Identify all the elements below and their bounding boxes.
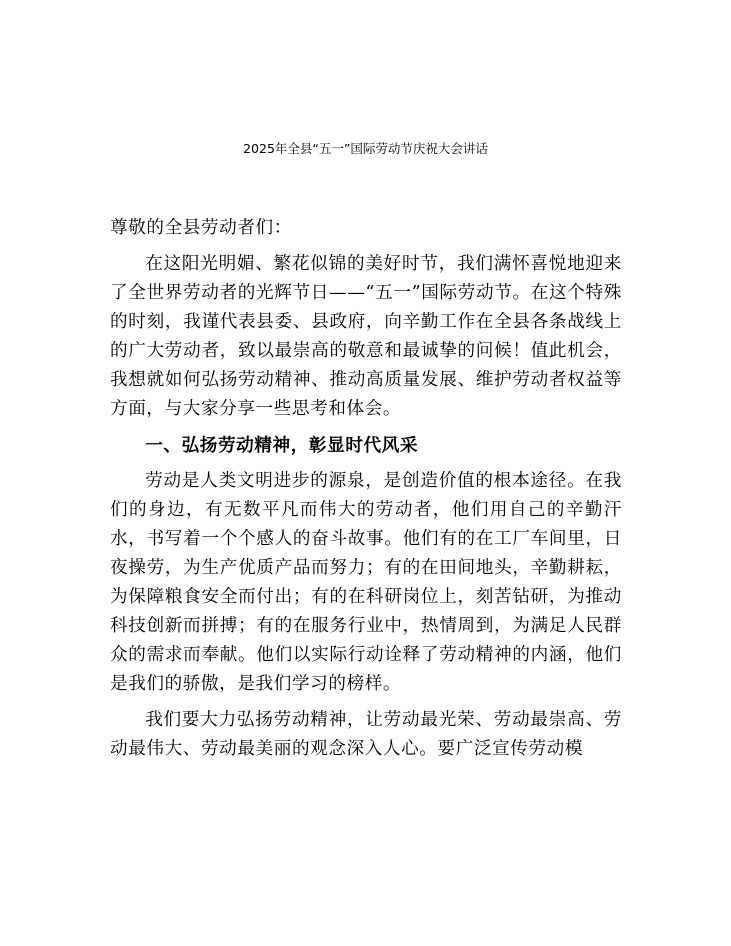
document-body [110, 214, 622, 764]
document-title: 2025年全县“五一”国际劳动节庆祝大会讲话 [243, 141, 488, 156]
paragraph-intro: 在这阳光明媚、繁花似锦的美好时节，我们满怀喜悦地迎来了全世界劳动者的光辉节日——“五一”国际劳动节。在这个特殊的时刻，我谨代表县委、县政府，向辛勤工作在全县各条战线上的广大劳动者，致以最崇高的敬意和最诚挚的问候！值此机会，我想就如何弘扬劳动精神、推动高质量发展、维护劳动者权益等方面，与大家分享一些思考和体会。 [110, 254, 622, 419]
paragraph-labor-spirit: 劳动是人类文明进步的源泉，是创造价值的根本途径。在我们的身边，有无数平凡而伟大的劳动者，他们用自己的辛勤汗水，书写着一个个感人的奋斗故事。他们有的在工厂车间里，日夜操劳，为生产优质产品而努力；有的在田间地头，辛勤耕耘，为保障粮食安全而付出；有的在科研岗位上，刻苦钻研，为推动科技创新而拼搏；有的在服务行业中，热情周到，为满足人民群众的需求而奉献。他们以实际行动诠释了劳动精神的内涵，他们是我们的骄傲，是我们学习的榜样。 [110, 471, 622, 694]
salutation: 尊敬的全县劳动者们： [110, 218, 292, 238]
section-heading-1: 一、弘扬劳动精神，彰显时代风采 [145, 435, 419, 456]
paragraph-promote-spirit: 我们要大力弘扬劳动精神，让劳动最光荣、劳动最崇高、劳动最伟大、劳动最美丽的观念深入人心。要广泛宣传劳动模 [110, 710, 622, 759]
